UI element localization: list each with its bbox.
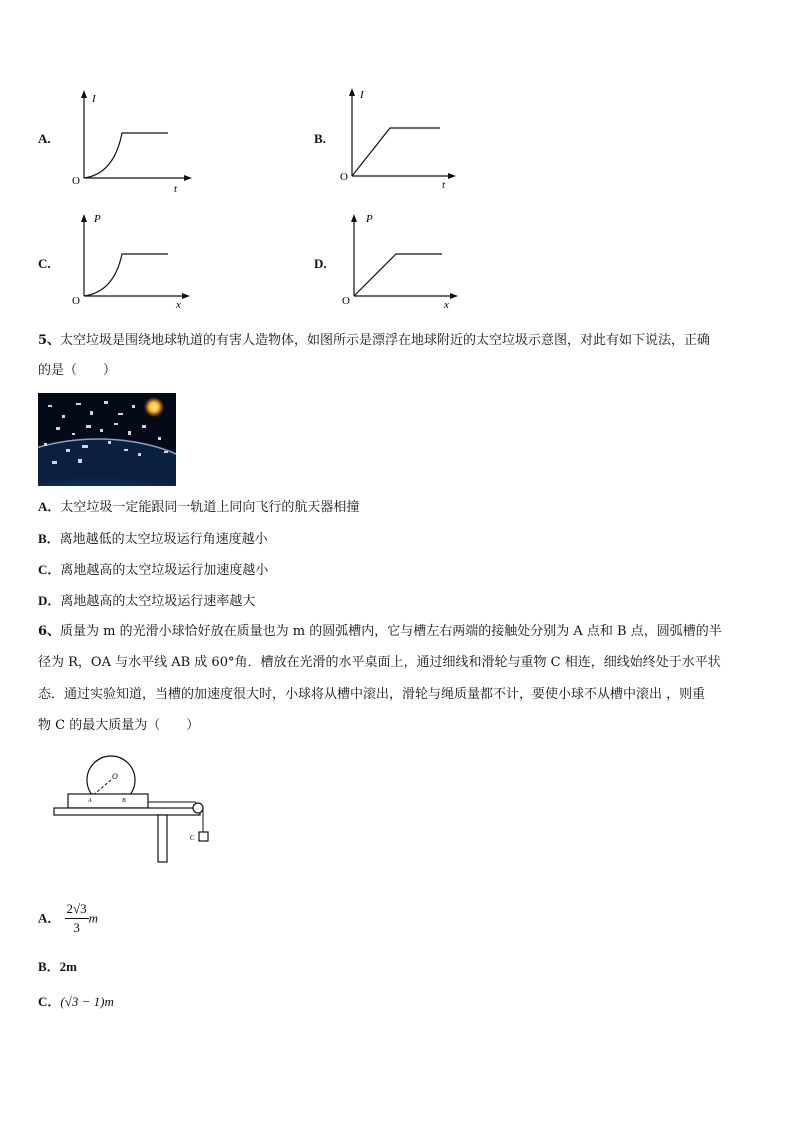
weight-label: C [190, 834, 195, 842]
center-label: O [112, 772, 118, 781]
option-a-label: A. [38, 131, 51, 146]
option-b-label: B. [314, 131, 326, 146]
q6-number: 6、 [38, 624, 61, 639]
fraction: $\frac{2√3}{3}$ [66, 901, 87, 935]
q5-option-c[interactable]: C．离地越高的太空垃圾运行加速度越小 [38, 562, 269, 578]
q6-option-c[interactable]: C．(√3 − 1)m [38, 994, 114, 1009]
q6-line-4: 物 C 的最大质量为（ ） [38, 718, 200, 733]
x-axis-label: x [176, 299, 181, 310]
q6-option-b[interactable]: B．2m [38, 959, 78, 974]
graph-b [338, 86, 468, 198]
q6-option-a[interactable]: A． $\frac{2√3}{3}$ m [38, 901, 99, 935]
y-axis-label: P [94, 213, 101, 225]
graph-a [68, 88, 198, 200]
graph-c [70, 210, 200, 314]
y-axis-label: I [360, 89, 364, 101]
q6-line-3: 态．通过实验知道，当槽的加速度很大时，小球将从槽中滚出，滑轮与绳质量都不计，要使小球不从槽中滚出 ，则重 [38, 687, 706, 702]
x-axis-label: x [444, 299, 449, 310]
origin-label: O [342, 295, 350, 307]
q5-number: 5、 [38, 333, 61, 348]
x-axis-label: t [174, 183, 178, 195]
left-label: A [88, 798, 92, 804]
x-axis-label: t [442, 179, 446, 191]
origin-label: O [72, 295, 80, 307]
y-axis-label: I [92, 93, 96, 105]
option-c-label: C. [38, 256, 51, 271]
q5-line-1: 5、太空垃圾是围绕地球轨道的有害人造物体，如图所示是漂浮在地球附近的太空垃圾示意图，对此有如下说法，正确 [38, 333, 711, 348]
space-debris-image [38, 393, 176, 490]
q6-line-2: 径为 R，OA 与水平线 AB 成 60°角．槽放在光滑的水平桌面上，通过细线和滑轮与重物 C 相连，细线始终处于水平状 [38, 655, 721, 670]
q5-option-a[interactable]: A．太空垃圾一定能跟同一轨道上同向飞行的航天器相撞 [38, 499, 360, 515]
graph-d [340, 210, 470, 314]
y-axis-label: P [366, 213, 373, 225]
q5-line-2: 的是（ ） [38, 363, 117, 378]
q5-option-d[interactable]: D．离地越高的太空垃圾运行速率越大 [38, 593, 256, 609]
origin-label: O [340, 171, 348, 183]
q6-figure [50, 752, 220, 872]
option-d-label: D. [314, 256, 327, 271]
right-label: B [122, 798, 126, 804]
q6-line-1: 6、质量为 m 的光滑小球恰好放在质量也为 m 的圆弧槽内，它与槽左右两端的接触处分别为 A 点和 B 点，圆弧槽的半 [38, 624, 722, 639]
q5-option-b[interactable]: B．离地越低的太空垃圾运行角速度越小 [38, 531, 268, 547]
origin-label: O [72, 175, 80, 187]
